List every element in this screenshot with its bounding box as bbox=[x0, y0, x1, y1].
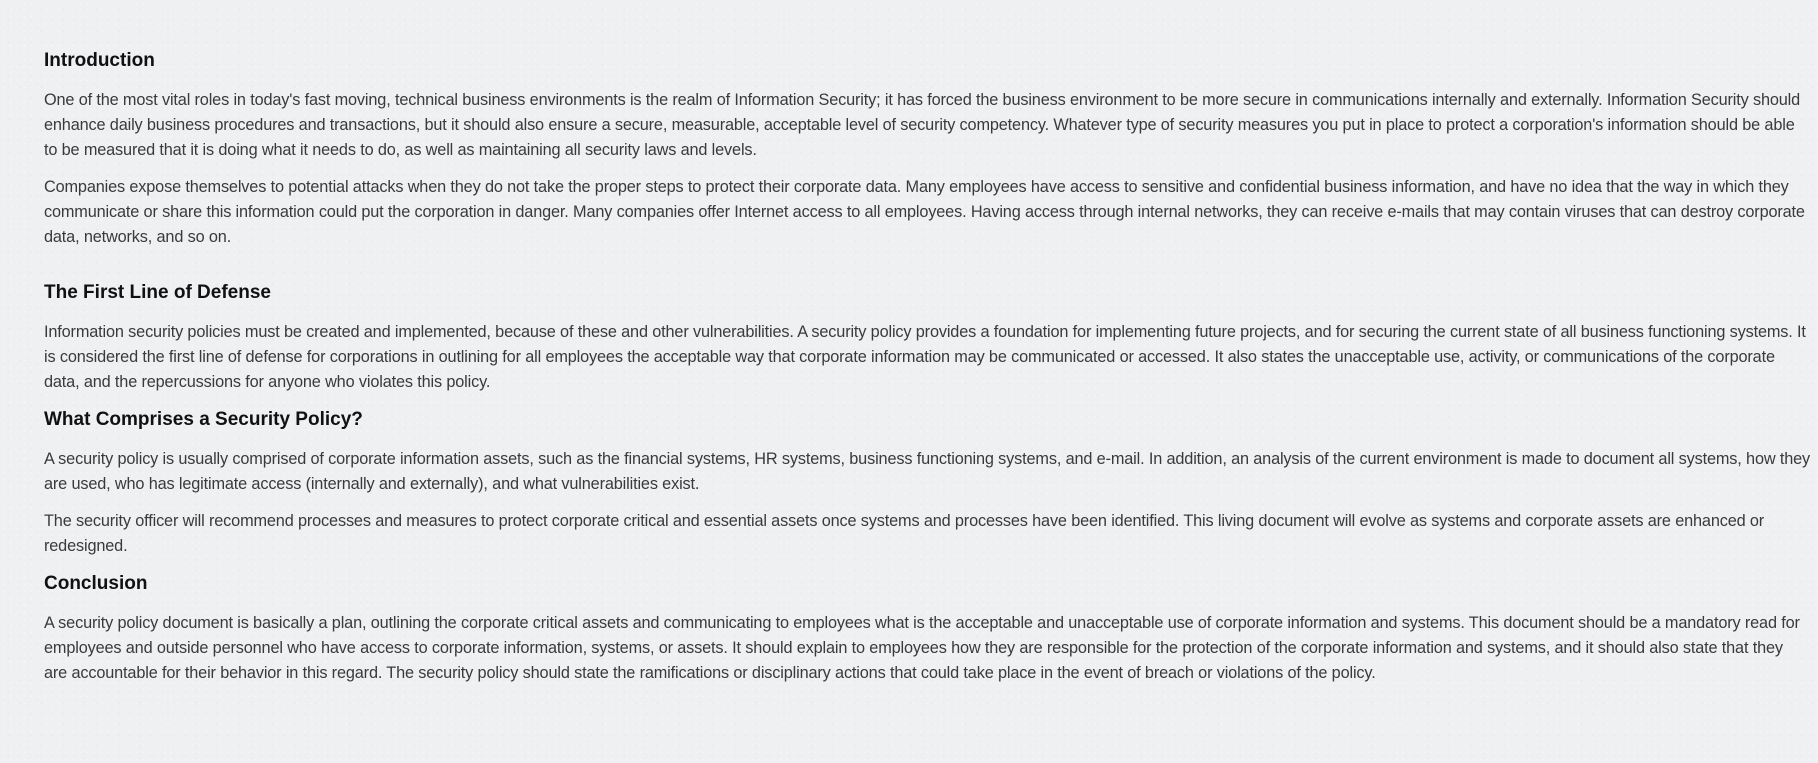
paragraph: A security policy document is basically a plan, outlining the corporate critical assets and communicating to employees what is the acceptable and unacceptable use of corporate information and systems. This document should be a mandatory read for employees and outside personnel who have access to corporate information, systems, or assets. It should explain to employees how they are responsible for the protection of the corporate information and systems, and it should also state that they are accountable for their behavior in this regard. The security policy should state the ramifications or disciplinary actions that could take place in the event of breach or violations of the policy. bbox=[44, 614, 1800, 682]
section-heading: Introduction bbox=[44, 50, 155, 71]
section-heading: Conclusion bbox=[44, 573, 148, 594]
section-introduction bbox=[44, 48, 1810, 250]
paragraph: Information security policies must be created and implemented, because of these and other vulnerabilities. A security policy provides a foundation for implementing future projects, and for securing the current state of all business functioning systems. It is considered the first line of defense for corporations in outlining for all employees the acceptable way that corporate information may be communicated or accessed. It also states the unacceptable use, activity, or communications of the corporate data, and the repercussions for anyone who violates this policy. bbox=[44, 323, 1806, 391]
section-what-comprises-policy bbox=[44, 407, 1810, 559]
paragraph: The security officer will recommend processes and measures to protect corporate critical and essential assets once systems and processes have been identified. This living document will evolve as systems and corporate assets are enhanced or redesigned. bbox=[44, 512, 1765, 555]
paragraph: Companies expose themselves to potential attacks when they do not take the proper steps to protect their corporate data. Many employees have access to sensitive and confidential business information, and have no idea that the way in which they communicate or share this information could put the corporation in danger. Many companies offer Internet access to all employees. Having access through internal networks, they can receive e-mails that may contain viruses that can destroy corporate data, networks, and so on. bbox=[44, 178, 1805, 246]
article-body bbox=[44, 48, 1810, 698]
section-conclusion bbox=[44, 571, 1810, 686]
section-heading: What Comprises a Security Policy? bbox=[44, 409, 363, 430]
paragraph: A security policy is usually comprised of corporate information assets, such as the financial systems, HR systems, business functioning systems, and e-mail. In addition, an analysis of the current environment is made to document all systems, how they are used, who has legitimate access (internally and externally), and what vulnerabilities exist. bbox=[44, 450, 1811, 493]
paragraph: One of the most vital roles in today's fast moving, technical business environments is the realm of Information Security; it has forced the business environment to be more secure in communications internally and externally. Information Security should enhance daily business procedures and transactions, but it should also ensure a secure, measurable, acceptable level of security competency. Whatever type of security measures you put in place to protect a corporation's information should be able to be measured that it is doing what it needs to do, as well as maintaining all security laws and levels. bbox=[44, 91, 1801, 159]
section-first-line-of-defense bbox=[44, 280, 1810, 395]
section-heading: The First Line of Defense bbox=[44, 282, 271, 303]
